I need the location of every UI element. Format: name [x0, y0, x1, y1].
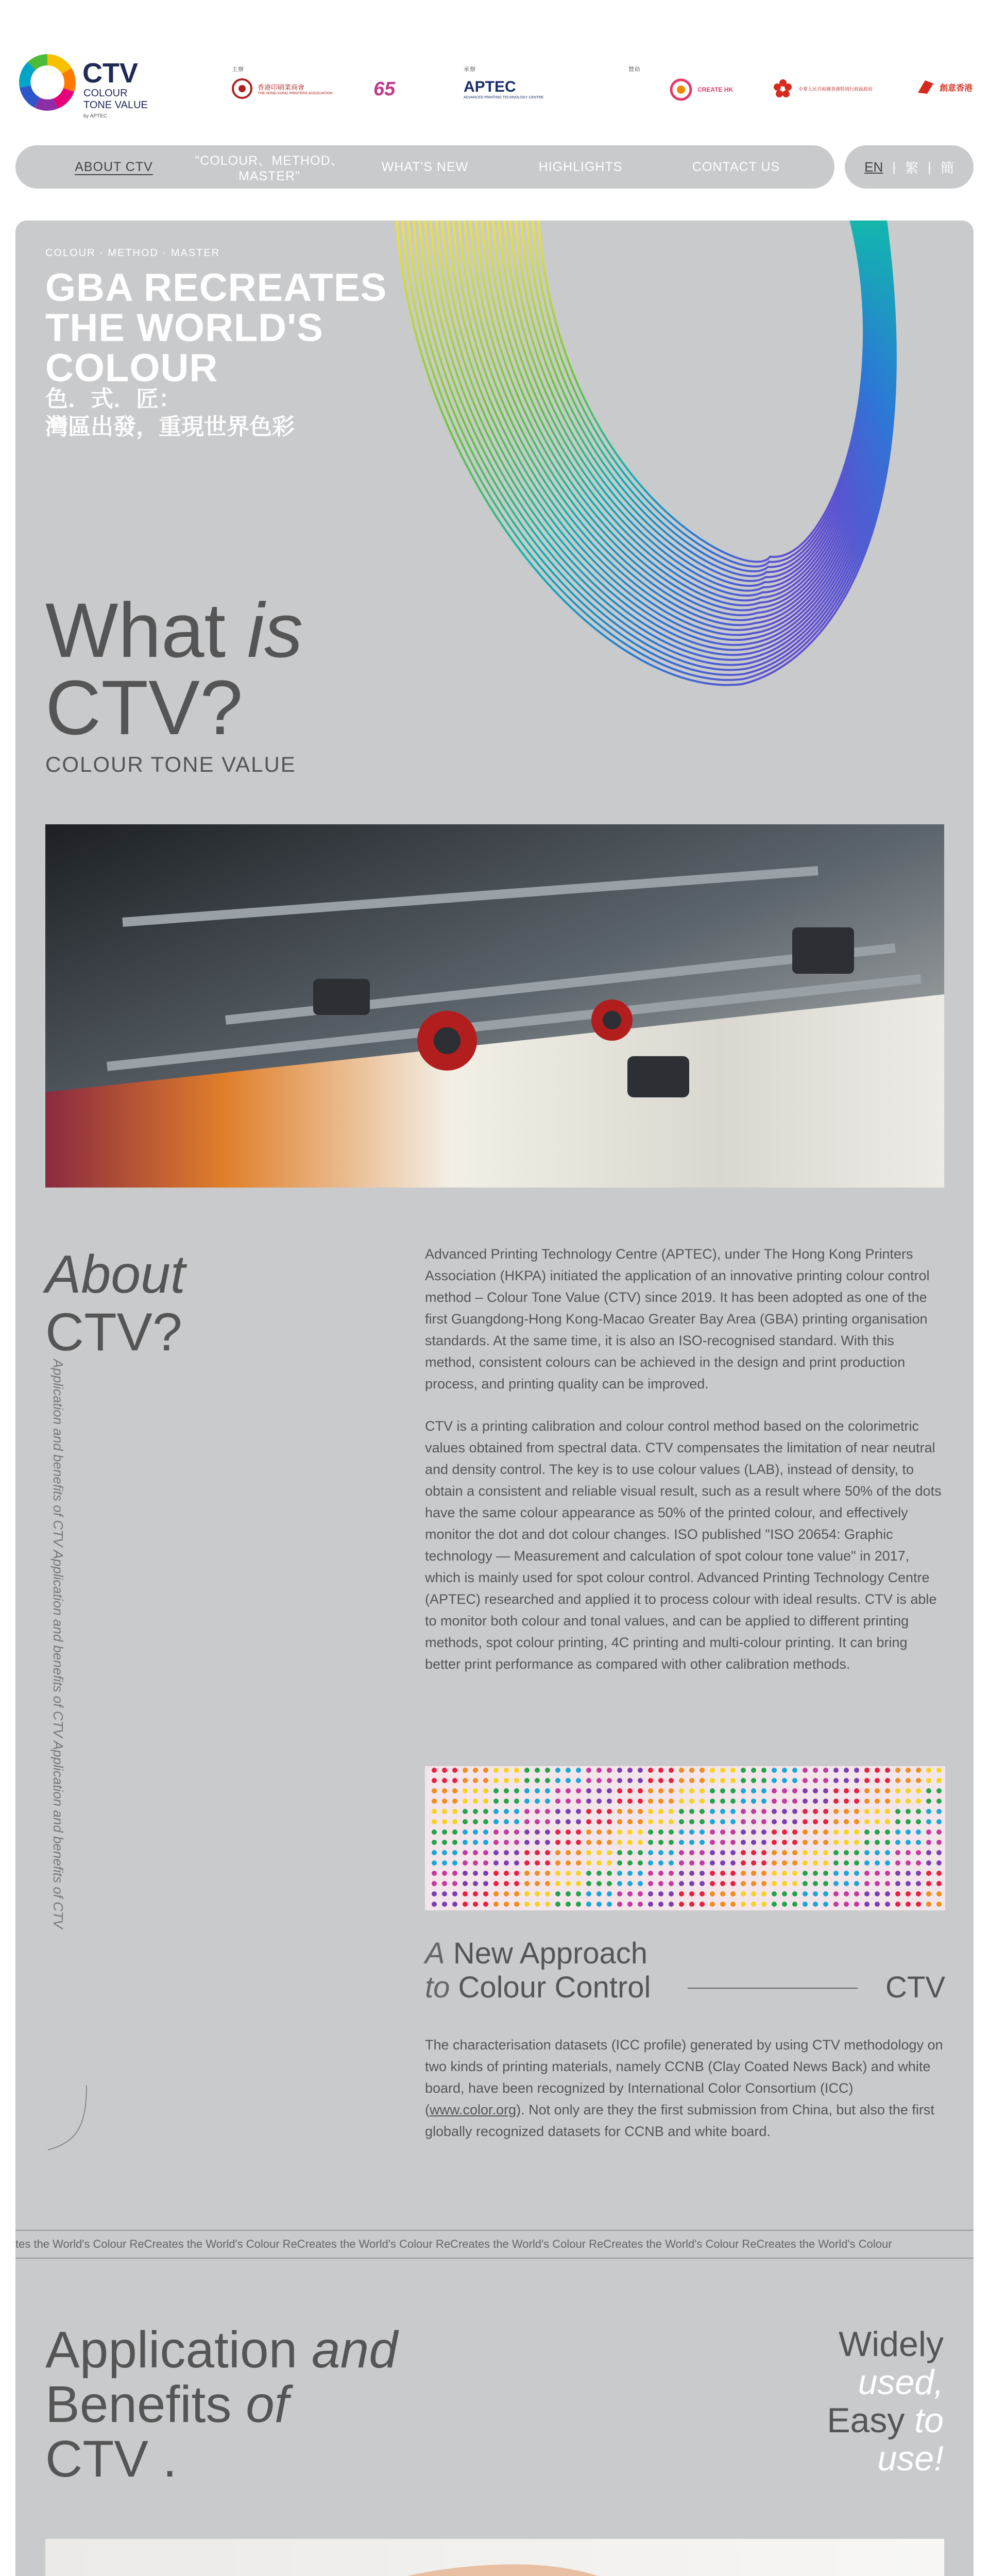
about-paragraph-2: CTV is a printing calibration and colour control method based on the colorimetric values obtained from spectral data. CTV compensates the limitation of near neutral and density control. The key is to use colour values (LAB), instead of density, to obtain a consistent and reliable visual result, such as a result where 50% of the dots have the same colour appearance as 50% of the printed colour, and effectively monitor the dot and dot colour changes. ISO published "ISO 20654: Graphic technology — Measurement and calculation of spot colour tone value" in 2017, which is mainly used for spot colour control. Advanced Printing Technology Centre (APTEC) researched and applied it to process colour with ideal results. CTV is able to monitor both colour and tonal values, and can be applied to different printing methods, spot colour printing, 4C printing and multi-colour printing. It can bring better print performance as compared with other calibration methods.: [425, 1418, 942, 1672]
new-approach-heading: [425, 1936, 945, 2008]
benefits-word: Benefits: [45, 2376, 232, 2433]
about-word: About: [45, 1245, 185, 1304]
about-ctv-word: CTV?: [45, 1302, 182, 1362]
approach-body: [425, 2034, 945, 2142]
approach-ctv-text: CTV: [885, 1971, 945, 2004]
lang-separator: |: [892, 159, 896, 175]
logo-title: CTV: [82, 58, 138, 89]
application-benefits-heading: [45, 2323, 398, 2486]
to-word: to: [914, 2401, 944, 2440]
is-word: is: [247, 587, 303, 673]
lang-en[interactable]: EN: [864, 159, 883, 175]
nav-about-ctv[interactable]: ABOUT CTV: [75, 159, 153, 174]
partner-logos: [196, 61, 979, 107]
partner-hkpa[interactable]: [232, 61, 366, 107]
use-word: use!: [877, 2439, 944, 2478]
ctv-question: CTV?: [45, 664, 243, 751]
widely-used-tagline-right: [827, 2325, 944, 2478]
about-ctv-heading: [45, 1246, 185, 1361]
easy-word: Easy: [827, 2401, 905, 2440]
to-word: to: [425, 1971, 450, 2004]
partner-label: 贊助: [628, 66, 641, 73]
divider-line: [688, 1988, 858, 1989]
nav-colour-method-master[interactable]: "COLOUR、METHOD、MASTER": [195, 153, 344, 183]
application-word: Application: [45, 2321, 298, 2379]
vertical-tagline-text: Application and benefits of CTV Application and benefits of CTV Application and benefits of CTV: [50, 1359, 66, 1929]
widely-word: Widely: [838, 2325, 944, 2364]
main-content-panel: [15, 221, 974, 2576]
rainbow-ribbon-graphic: [350, 221, 974, 761]
partner-sub: THE HONG KONG PRINTERS ASSOCIATION: [258, 92, 333, 95]
bauhinia-icon: [773, 78, 793, 99]
hero-title: GBA RECREATES THE WORLD'S COLOUR: [45, 266, 387, 390]
partner-65-anniversary[interactable]: [373, 61, 420, 107]
what-word: What: [45, 587, 226, 673]
colour-control-text: Colour Control: [458, 1971, 651, 2004]
about-paragraph-1: Advanced Printing Technology Centre (APTEC), under The Hong Kong Printers Association (HKPA) initiated the application of an innovative printing colour control method – Colour Tone Value (CTV) since 2019. It has been adopted as one of the first Guangdong-Hong Kong-Macao Greater Bay Area (GBA) printing organisation standards. At the same time, it is also an ISO-recognised standard. With this method, consistent colours can be achieved in the design and print production process, and printing quality can be improved.: [425, 1246, 930, 1392]
new-approach-text: New Approach: [453, 1937, 648, 1970]
a-word: A: [425, 1937, 445, 1970]
color-wheel-icon: [19, 54, 76, 111]
hero-subtitle-cn: [45, 385, 406, 441]
partner-name: 創意香港: [940, 83, 973, 93]
ticker-text: tes the World's Colour ReCreates the World's Colour ReCreates the World's Colour ReCreates the World's Colour ReCreates the World's Colour ReCreates the World's Colour: [15, 2238, 892, 2250]
what-is-ctv-heading: [45, 587, 303, 751]
hero-subtitle-line1: 色．式．匠：: [45, 386, 181, 412]
nav-highlights[interactable]: HIGHLIGHTS: [538, 159, 623, 174]
halftone-dots-image: [425, 1766, 945, 1910]
ctv-word: CTV .: [45, 2430, 177, 2488]
approach-body-pre: The characterisation datasets (ICC profile) generated by using CTV methodology on two kinds of printing materials, namely CCNB (Clay Coated News Back) and white board, have been recognized by International Color Consortium (ICC) (: [425, 2037, 943, 2117]
partner-name: 香港印刷業商會: [258, 84, 305, 92]
partner-name: APTEC: [464, 78, 516, 95]
partner-name: CREATE HK: [697, 86, 734, 93]
vertical-tagline: [45, 1359, 76, 2147]
partner-createhk-mark[interactable]: [670, 61, 752, 107]
language-switcher: [845, 145, 974, 189]
create-hk-icon: [670, 78, 692, 101]
marquee-ticker: [15, 2230, 974, 2259]
partner-label: 承辦: [464, 66, 476, 73]
loupe-colour-swatch-photo: [45, 2539, 944, 2576]
site-header: [0, 0, 989, 139]
logo-line1: COLOUR: [83, 88, 128, 99]
printing-press-photo: [45, 824, 944, 1188]
partner-sub: ADVANCED PRINTING TECHNOLOGY CENTRE: [464, 96, 544, 99]
lang-traditional[interactable]: 繁: [905, 160, 919, 176]
nav-contact-us[interactable]: CONTACT US: [692, 159, 780, 174]
partner-label: 主辦: [232, 66, 244, 73]
partner-name: 65: [373, 78, 396, 100]
logo-line2: TONE VALUE: [83, 99, 148, 111]
logo-by: by APTEC: [83, 113, 108, 119]
nav-whats-new[interactable]: WHAT'S NEW: [381, 159, 469, 174]
used-word: used,: [858, 2363, 944, 2402]
hero-eyebrow: COLOUR · METHOD · MASTER: [45, 247, 220, 259]
partner-aptec[interactable]: [464, 61, 598, 107]
partner-hksar-gov[interactable]: [773, 61, 896, 107]
partner-createhk[interactable]: [917, 61, 979, 107]
decorative-curve-icon: [45, 2086, 92, 2153]
about-body: [425, 1243, 945, 1696]
ctv-logo[interactable]: [15, 47, 155, 125]
hkpa-emblem-icon: [232, 78, 252, 99]
createhk-flag-icon: [917, 78, 934, 96]
lang-separator: |: [928, 159, 931, 175]
partner-name: 中華人民共和國香港特別行政區政府: [798, 86, 873, 92]
and-word: and: [312, 2321, 398, 2379]
hero-subtitle-line2: 灣區出發，重現世界色彩: [45, 414, 295, 439]
color-org-link[interactable]: www.color.org: [430, 2102, 517, 2117]
lang-simplified[interactable]: 簡: [940, 160, 954, 176]
approach-body-post: ). Not only are they the first submission from China, but also the first globally recognized datasets for CCNB and white board.: [425, 2102, 934, 2139]
main-nav: [15, 145, 834, 189]
of-word: of: [246, 2376, 289, 2433]
colour-tone-value-label: COLOUR TONE VALUE: [45, 752, 296, 776]
